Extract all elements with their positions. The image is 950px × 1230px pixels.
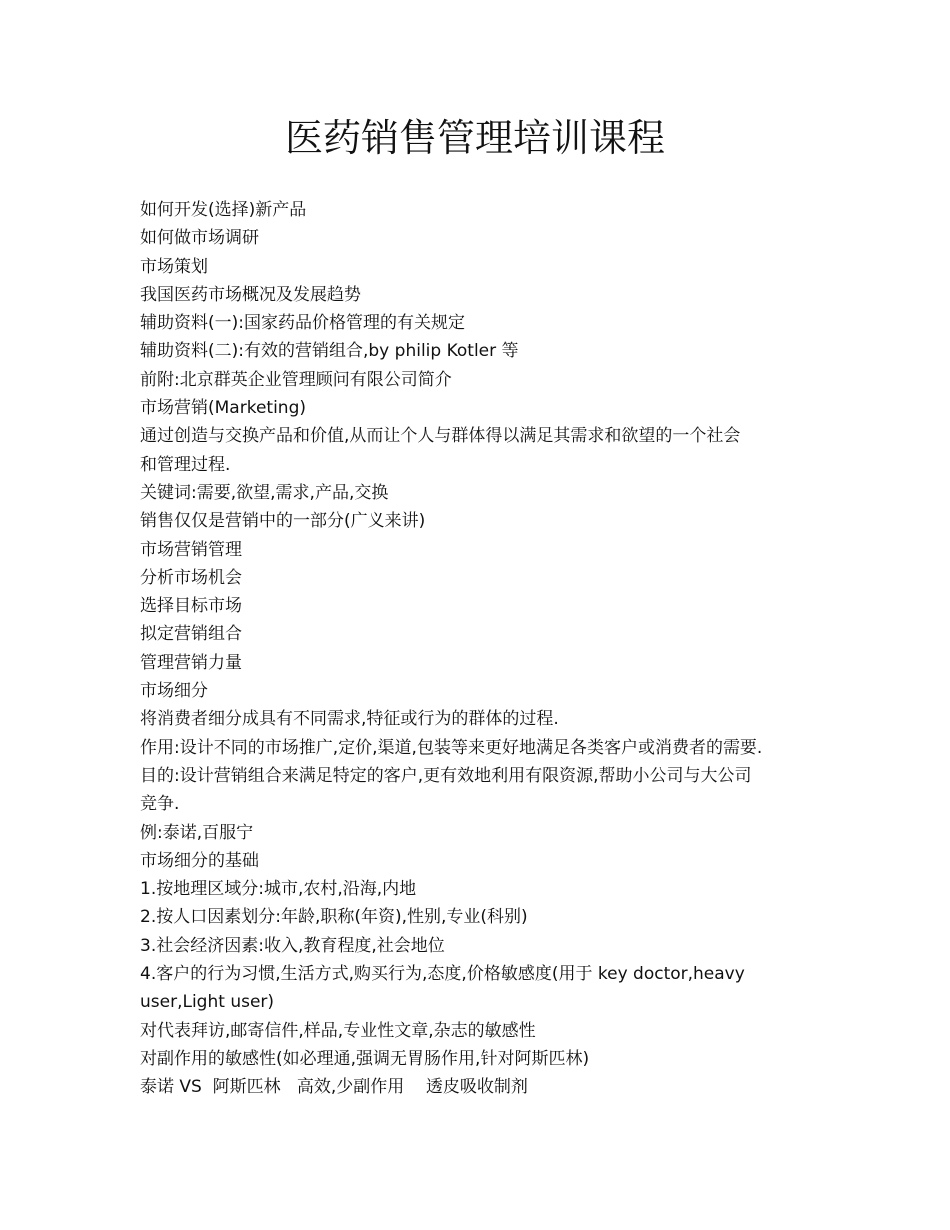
text-line: 泰诺 VS 阿斯匹林 高效,少副作用 透皮吸收制剂 bbox=[140, 1077, 528, 1098]
document-body bbox=[140, 196, 820, 1102]
text-line: 目的:设计营销组合来满足特定的客户,更有效地利用有限资源,帮助小公司与大公司 bbox=[140, 765, 752, 786]
text-line: 对副作用的敏感性(如必理通,强调无胃肠作用,针对阿斯匹林) bbox=[140, 1048, 590, 1069]
text-line: 市场营销管理 bbox=[140, 539, 242, 560]
text-line: 拟定营销组合 bbox=[140, 624, 242, 645]
text-line: 市场策划 bbox=[140, 256, 208, 277]
text-line: 4.客户的行为习惯,生活方式,购买行为,态度,价格敏感度(用于 key doctor,heavy bbox=[140, 964, 745, 985]
text-line: 将消费者细分成具有不同需求,特征或行为的群体的过程. bbox=[140, 709, 559, 730]
text-line: 市场营销(Marketing) bbox=[140, 398, 306, 419]
text-line: 我国医药市场概况及发展趋势 bbox=[140, 284, 361, 305]
text-line: 和管理过程. bbox=[140, 454, 231, 475]
text-line: 2.按人口因素划分:年龄,职称(年资),性别,专业(科别) bbox=[140, 907, 528, 928]
text-line: 如何开发(选择)新产品 bbox=[140, 200, 307, 220]
document-title: 医药销售管理培训课程 bbox=[284, 116, 665, 160]
text-line: 市场细分的基础 bbox=[140, 850, 259, 871]
text-line: 如何做市场调研 bbox=[140, 228, 259, 249]
text-line: 3.社会经济因素:收入,教育程度,社会地位 bbox=[140, 935, 445, 956]
text-line: 辅助资料(二):有效的营销组合,by philip Kotler 等 bbox=[140, 341, 519, 362]
text-line: 销售仅仅是营销中的一部分(广义来讲) bbox=[140, 511, 426, 532]
text-line: user,Light user) bbox=[140, 992, 275, 1013]
text-line: 通过创造与交换产品和价值,从而让个人与群体得以满足其需求和欲望的一个社会 bbox=[140, 426, 741, 447]
text-line: 关键词:需要,欲望,需求,产品,交换 bbox=[140, 482, 389, 503]
text-line: 选择目标市场 bbox=[140, 596, 242, 617]
text-line: 前附:北京群英企业管理顾问有限公司简介 bbox=[140, 369, 452, 390]
text-line: 作用:设计不同的市场推广,定价,渠道,包装等来更好地满足各类客户或消费者的需要. bbox=[140, 737, 763, 758]
text-line: 例:泰诺,百服宁 bbox=[140, 822, 254, 843]
text-line: 管理营销力量 bbox=[140, 652, 242, 673]
text-line: 分析市场机会 bbox=[140, 567, 242, 588]
text-line: 1.按地理区域分:城市,农村,沿海,内地 bbox=[140, 879, 417, 900]
text-line: 对代表拜访,邮寄信件,样品,专业性文章,杂志的敏感性 bbox=[140, 1020, 536, 1041]
text-line: 竞争. bbox=[140, 794, 180, 815]
text-line: 辅助资料(一):国家药品价格管理的有关规定 bbox=[140, 313, 465, 334]
text-line: 市场细分 bbox=[140, 681, 208, 702]
